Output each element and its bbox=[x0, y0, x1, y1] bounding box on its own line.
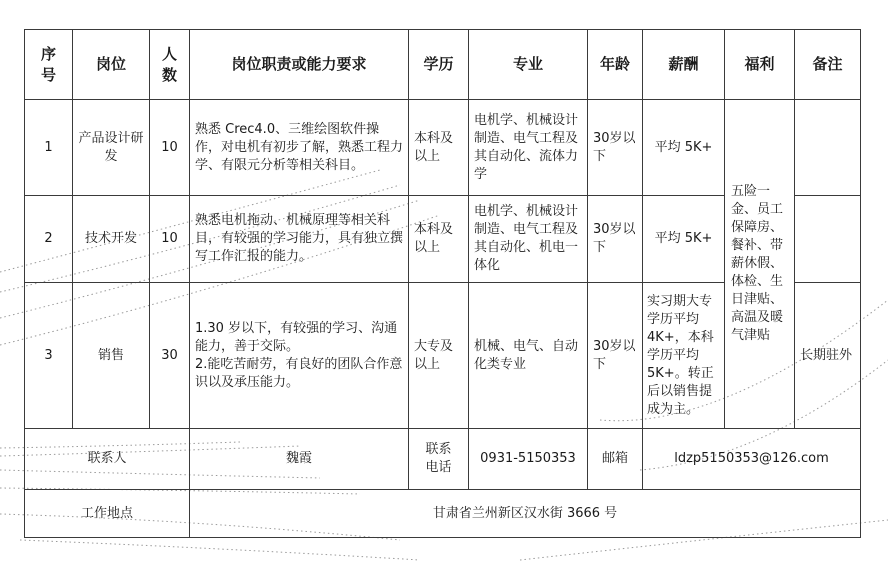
contact-row bbox=[25, 429, 861, 490]
header-no: 序号 bbox=[25, 30, 73, 100]
row-no: 1 bbox=[25, 100, 73, 196]
row-major: 机械、电气、自动化类专业 bbox=[469, 283, 588, 429]
header-edu: 学历 bbox=[409, 30, 469, 100]
header-welfare: 福利 bbox=[725, 30, 795, 100]
header-position: 岗位 bbox=[73, 30, 150, 100]
row-position: 产品设计研发 bbox=[73, 100, 150, 196]
row-salary: 平均 5K+ bbox=[643, 196, 725, 283]
row-position: 技术开发 bbox=[73, 196, 150, 283]
header-salary: 薪酬 bbox=[643, 30, 725, 100]
row-duty bbox=[190, 283, 409, 429]
header-note: 备注 bbox=[795, 30, 861, 100]
row-edu: 本科及以上 bbox=[409, 196, 469, 283]
location-value: 甘肃省兰州新区汉水街 3666 号 bbox=[190, 490, 861, 538]
row-count: 10 bbox=[150, 100, 190, 196]
header-count: 人数 bbox=[150, 30, 190, 100]
row-note: 长期驻外 bbox=[795, 283, 861, 429]
contact-email: ldzp5150353@126.com bbox=[643, 429, 861, 490]
welfare-cell: 五险一金、员工保障房、餐补、带薪休假、体检、生日津贴、高温及暖气津贴 bbox=[725, 100, 795, 429]
header-age: 年龄 bbox=[588, 30, 643, 100]
row-duty: 熟悉 Crec4.0、三维绘图软件操作，对电机有初步了解，熟悉工程力学、有限元分析等相关科目。 bbox=[190, 100, 409, 196]
row-note bbox=[795, 100, 861, 196]
contact-phone: 0931-5150353 bbox=[469, 429, 588, 490]
header-major: 专业 bbox=[469, 30, 588, 100]
row-count: 10 bbox=[150, 196, 190, 283]
row-salary: 平均 5K+ bbox=[643, 100, 725, 196]
row-edu: 本科及以上 bbox=[409, 100, 469, 196]
row-note bbox=[795, 196, 861, 283]
row-position: 销售 bbox=[73, 283, 150, 429]
row-major: 电机学、机械设计制造、电气工程及其自动化、流体力学 bbox=[469, 100, 588, 196]
duty-line: 2.能吃苦耐劳，有良好的团队合作意识以及承压能力。 bbox=[195, 356, 403, 390]
header-row bbox=[25, 30, 861, 100]
row-age: 30岁以下 bbox=[588, 283, 643, 429]
location-row bbox=[25, 490, 861, 538]
contact-phone-label: 联系电话 bbox=[409, 429, 469, 490]
row-duty: 熟悉电机拖动、机械原理等相关科目，有较强的学习能力，具有独立撰写工作汇报的能力。 bbox=[190, 196, 409, 283]
contact-name: 魏霞 bbox=[190, 429, 409, 490]
duty-line: 1.30 岁以下，有较强的学习、沟通能力，善于交际。 bbox=[195, 320, 398, 354]
row-edu: 大专及以上 bbox=[409, 283, 469, 429]
row-age: 30岁以下 bbox=[588, 196, 643, 283]
header-duty: 岗位职责或能力要求 bbox=[190, 30, 409, 100]
row-major: 电机学、机械设计制造、电气工程及其自动化、机电一体化 bbox=[469, 196, 588, 283]
table-row bbox=[25, 100, 861, 196]
row-age: 30岁以下 bbox=[588, 100, 643, 196]
contact-email-label: 邮箱 bbox=[588, 429, 643, 490]
row-no: 2 bbox=[25, 196, 73, 283]
row-count: 30 bbox=[150, 283, 190, 429]
location-label: 工作地点 bbox=[25, 490, 190, 538]
row-salary: 实习期大专学历平均 4K+，本科学历平均 5K+。转正后以销售提成为主。 bbox=[643, 283, 725, 429]
recruitment-table bbox=[24, 29, 861, 538]
row-no: 3 bbox=[25, 283, 73, 429]
contact-label: 联系人 bbox=[25, 429, 190, 490]
